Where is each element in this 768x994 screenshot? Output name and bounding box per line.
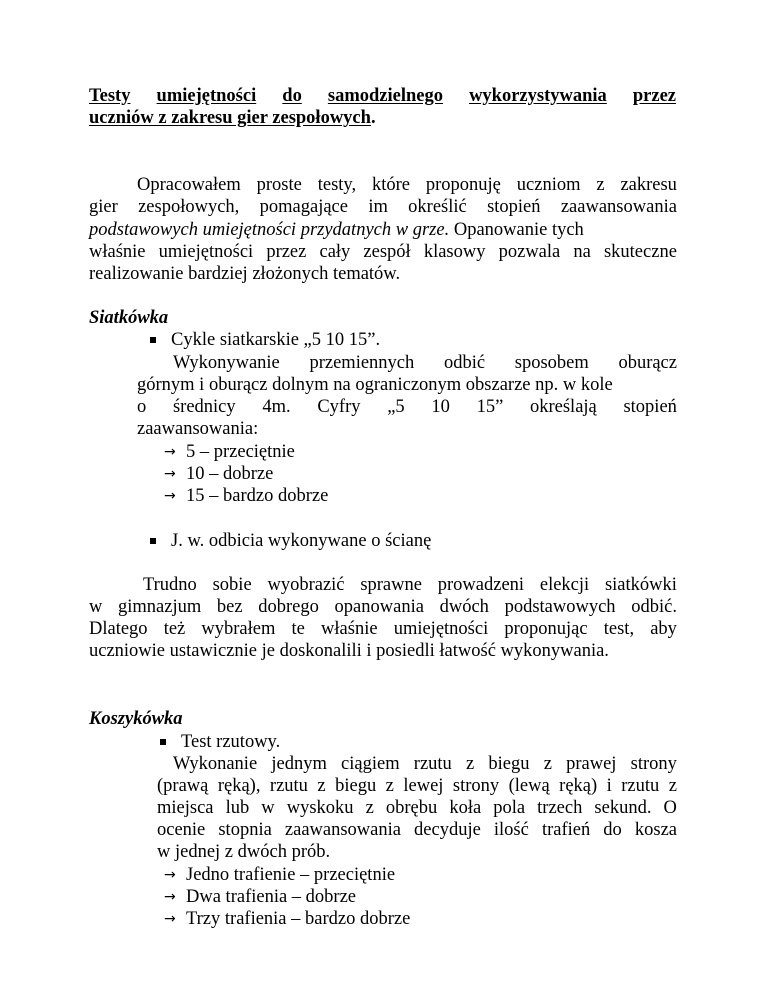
word: strony — [630, 754, 677, 774]
basketball-heading: Koszykówka — [89, 709, 183, 729]
word: z — [317, 776, 326, 796]
arrow-bullet-icon: → — [164, 466, 176, 482]
word: jednym — [271, 754, 327, 774]
word: podstawowych — [504, 597, 616, 617]
volleyball-bullet-1: Cykle siatkarskie „5 10 15”. — [171, 330, 381, 350]
word: Dlatego — [89, 619, 148, 639]
word: miejsca — [157, 798, 214, 818]
word: bez — [216, 597, 243, 617]
volleyball-desc-line-3 — [137, 396, 677, 418]
word: 10 — [431, 397, 450, 417]
word: skuteczne — [603, 242, 677, 262]
word: z — [385, 776, 394, 796]
word: określić — [408, 197, 467, 217]
word: uczniom — [516, 175, 581, 195]
volleyball-summary-line-2 — [89, 596, 677, 618]
square-bullet-icon — [160, 739, 166, 745]
word: trafień — [541, 820, 591, 840]
word: aby — [650, 619, 677, 639]
word: umiejętności — [393, 619, 489, 639]
intro-line-1 — [137, 174, 677, 196]
basketball-desc-line-4 — [157, 819, 677, 841]
word: do — [603, 820, 622, 840]
word: ilość — [493, 820, 529, 840]
intro-line-3 — [89, 219, 584, 241]
word: pomagające — [259, 197, 348, 217]
word: opanowania — [334, 597, 424, 617]
word: gier — [89, 197, 118, 217]
word: przez — [266, 242, 307, 262]
word: cały — [319, 242, 351, 262]
word: Opracowałem — [137, 175, 241, 195]
word: zaawansowania — [284, 820, 401, 840]
word: odbić. — [631, 597, 677, 617]
word: rzutu — [621, 776, 660, 796]
word: wyskoku — [286, 798, 354, 818]
word: właśnie — [89, 242, 146, 262]
word: w — [89, 597, 103, 617]
arrow-bullet-icon: → — [164, 867, 176, 883]
word: dwóch — [439, 597, 489, 617]
word: oburącz — [618, 353, 677, 373]
word: (prawą — [157, 776, 209, 796]
word: Wykonanie — [173, 754, 258, 774]
square-bullet-icon — [150, 538, 156, 544]
word: umiejętności — [158, 242, 254, 262]
word: „5 — [387, 397, 405, 417]
word: biegu — [335, 776, 377, 796]
volleyball-level-3: 15 – bardzo dobrze — [186, 486, 329, 506]
word: zespołowych, — [138, 197, 240, 217]
word: ręką) — [559, 776, 598, 796]
word: decyduje — [414, 820, 481, 840]
word: prawej — [566, 754, 617, 774]
intro-line-5: realizowanie bardziej złożonych tematów. — [89, 264, 401, 284]
basketball-desc-line-5: w jednej z dwóch prób. — [157, 842, 331, 862]
word: ocenie — [157, 820, 206, 840]
word: zespół — [363, 242, 411, 262]
basketball-desc-line-2 — [157, 775, 677, 797]
volleyball-level-2: 10 – dobrze — [186, 464, 274, 484]
word: 15” — [476, 397, 504, 417]
word: strony — [452, 776, 500, 796]
word: rzutu — [269, 776, 308, 796]
intro-line-2 — [89, 196, 677, 218]
word: określają — [529, 397, 597, 417]
word: zaawansowania — [560, 197, 677, 217]
word: pozwala — [498, 242, 561, 262]
word: im — [368, 197, 388, 217]
word: prowadzeni — [437, 575, 525, 595]
word: ręką), — [217, 776, 261, 796]
basketball-bullet-1: Test rzutowy. — [181, 732, 281, 752]
title-period: . — [370, 108, 376, 128]
word: zakresu — [620, 175, 677, 195]
word: Cyfry — [317, 397, 361, 417]
word: rzutu — [413, 754, 452, 774]
volleyball-desc-line-2: górnym i oburącz dolnym na ograniczonym obszarze np. w kole — [137, 375, 613, 395]
title-text: uczniów z zakresu gier zespołowych — [89, 108, 371, 128]
word: obrębu — [385, 798, 438, 818]
word: lub — [225, 798, 250, 818]
word: Testy — [89, 86, 131, 106]
arrow-bullet-icon: → — [164, 911, 176, 927]
word: wybrałem — [201, 619, 276, 639]
word: też — [163, 619, 186, 639]
volleyball-summary-line-4: uczniowie ustawicznie je doskonalili i posiedli łatwość wykonywania. — [89, 641, 609, 661]
word: z — [596, 175, 605, 195]
volleyball-summary-line-3 — [89, 618, 677, 640]
intro-line-3-rest: Opanowanie tych — [449, 220, 584, 240]
basketball-level-2: Dwa trafienia – dobrze — [186, 887, 357, 907]
word: przez — [632, 86, 676, 106]
intro-line-4 — [89, 241, 677, 263]
volleyball-level-1: 5 – przeciętnie — [186, 442, 295, 462]
word: stopnia — [218, 820, 272, 840]
arrow-bullet-icon: → — [164, 488, 176, 504]
word: wyobrazić — [267, 575, 345, 595]
word: te — [291, 619, 305, 639]
word: O — [663, 798, 677, 818]
word: średnicy — [172, 397, 236, 417]
word: Wykonywanie — [173, 353, 280, 373]
word: trzech — [537, 798, 583, 818]
arrow-bullet-icon: → — [164, 444, 176, 460]
word: testy, — [317, 175, 357, 195]
intro-italic-phrase: podstawowych umiejętności przydatnych w grze. — [89, 220, 450, 240]
word: które — [371, 175, 410, 195]
word: z — [543, 754, 552, 774]
word: samodzielnego — [327, 86, 443, 106]
word: właśnie — [321, 619, 378, 639]
volleyball-heading: Siatkówka — [89, 308, 169, 328]
word: o — [137, 397, 147, 417]
word: gimnazjum — [118, 597, 202, 617]
volleyball-bullet-2: J. w. odbicia wykonywane o ścianę — [171, 531, 432, 551]
word: Trudno — [143, 575, 197, 595]
word: siatkówki — [604, 575, 677, 595]
word: stopień — [623, 397, 677, 417]
word: z — [668, 776, 677, 796]
word: klasowy — [423, 242, 486, 262]
word: proponuję — [425, 175, 501, 195]
volleyball-desc-line-4: zaawansowania: — [137, 419, 259, 439]
square-bullet-icon — [150, 337, 156, 343]
basketball-level-1: Jedno trafienie – przeciętnie — [186, 865, 396, 885]
word: koła — [449, 798, 482, 818]
word: proponując — [504, 619, 588, 639]
title-line-2 — [89, 107, 376, 129]
word: sprawne — [360, 575, 422, 595]
word: (lewą — [508, 776, 550, 796]
basketball-level-3: Trzy trafienia – bardzo dobrze — [186, 909, 411, 929]
word: ciągiem — [341, 754, 400, 774]
word: elekcji — [539, 575, 590, 595]
word: przemiennych — [309, 353, 415, 373]
basketball-desc-line-3 — [157, 797, 677, 819]
arrow-bullet-icon: → — [164, 889, 176, 905]
word: na — [573, 242, 591, 262]
word: pola — [493, 798, 526, 818]
word: wykorzystywania — [469, 86, 607, 106]
word: w — [261, 798, 275, 818]
word: z — [365, 798, 374, 818]
word: kosza — [634, 820, 677, 840]
word: lewej — [403, 776, 444, 796]
word: dobrego — [258, 597, 319, 617]
word: proste — [256, 175, 302, 195]
word: sobie — [212, 575, 252, 595]
basketball-desc-line-1 — [173, 753, 677, 775]
word: 4m. — [262, 397, 291, 417]
word: z — [466, 754, 475, 774]
word: test, — [603, 619, 635, 639]
word: sekund. — [594, 798, 652, 818]
word: stopień — [487, 197, 541, 217]
word: biegu — [488, 754, 530, 774]
word: umiejętności — [156, 86, 257, 106]
volleyball-desc-line-1 — [173, 352, 677, 374]
word: do — [282, 86, 302, 106]
word: i — [606, 776, 612, 796]
word: odbić — [443, 353, 486, 373]
word: sposobem — [514, 353, 589, 373]
title-line-1 — [89, 85, 676, 107]
volleyball-summary-line-1 — [143, 574, 677, 596]
